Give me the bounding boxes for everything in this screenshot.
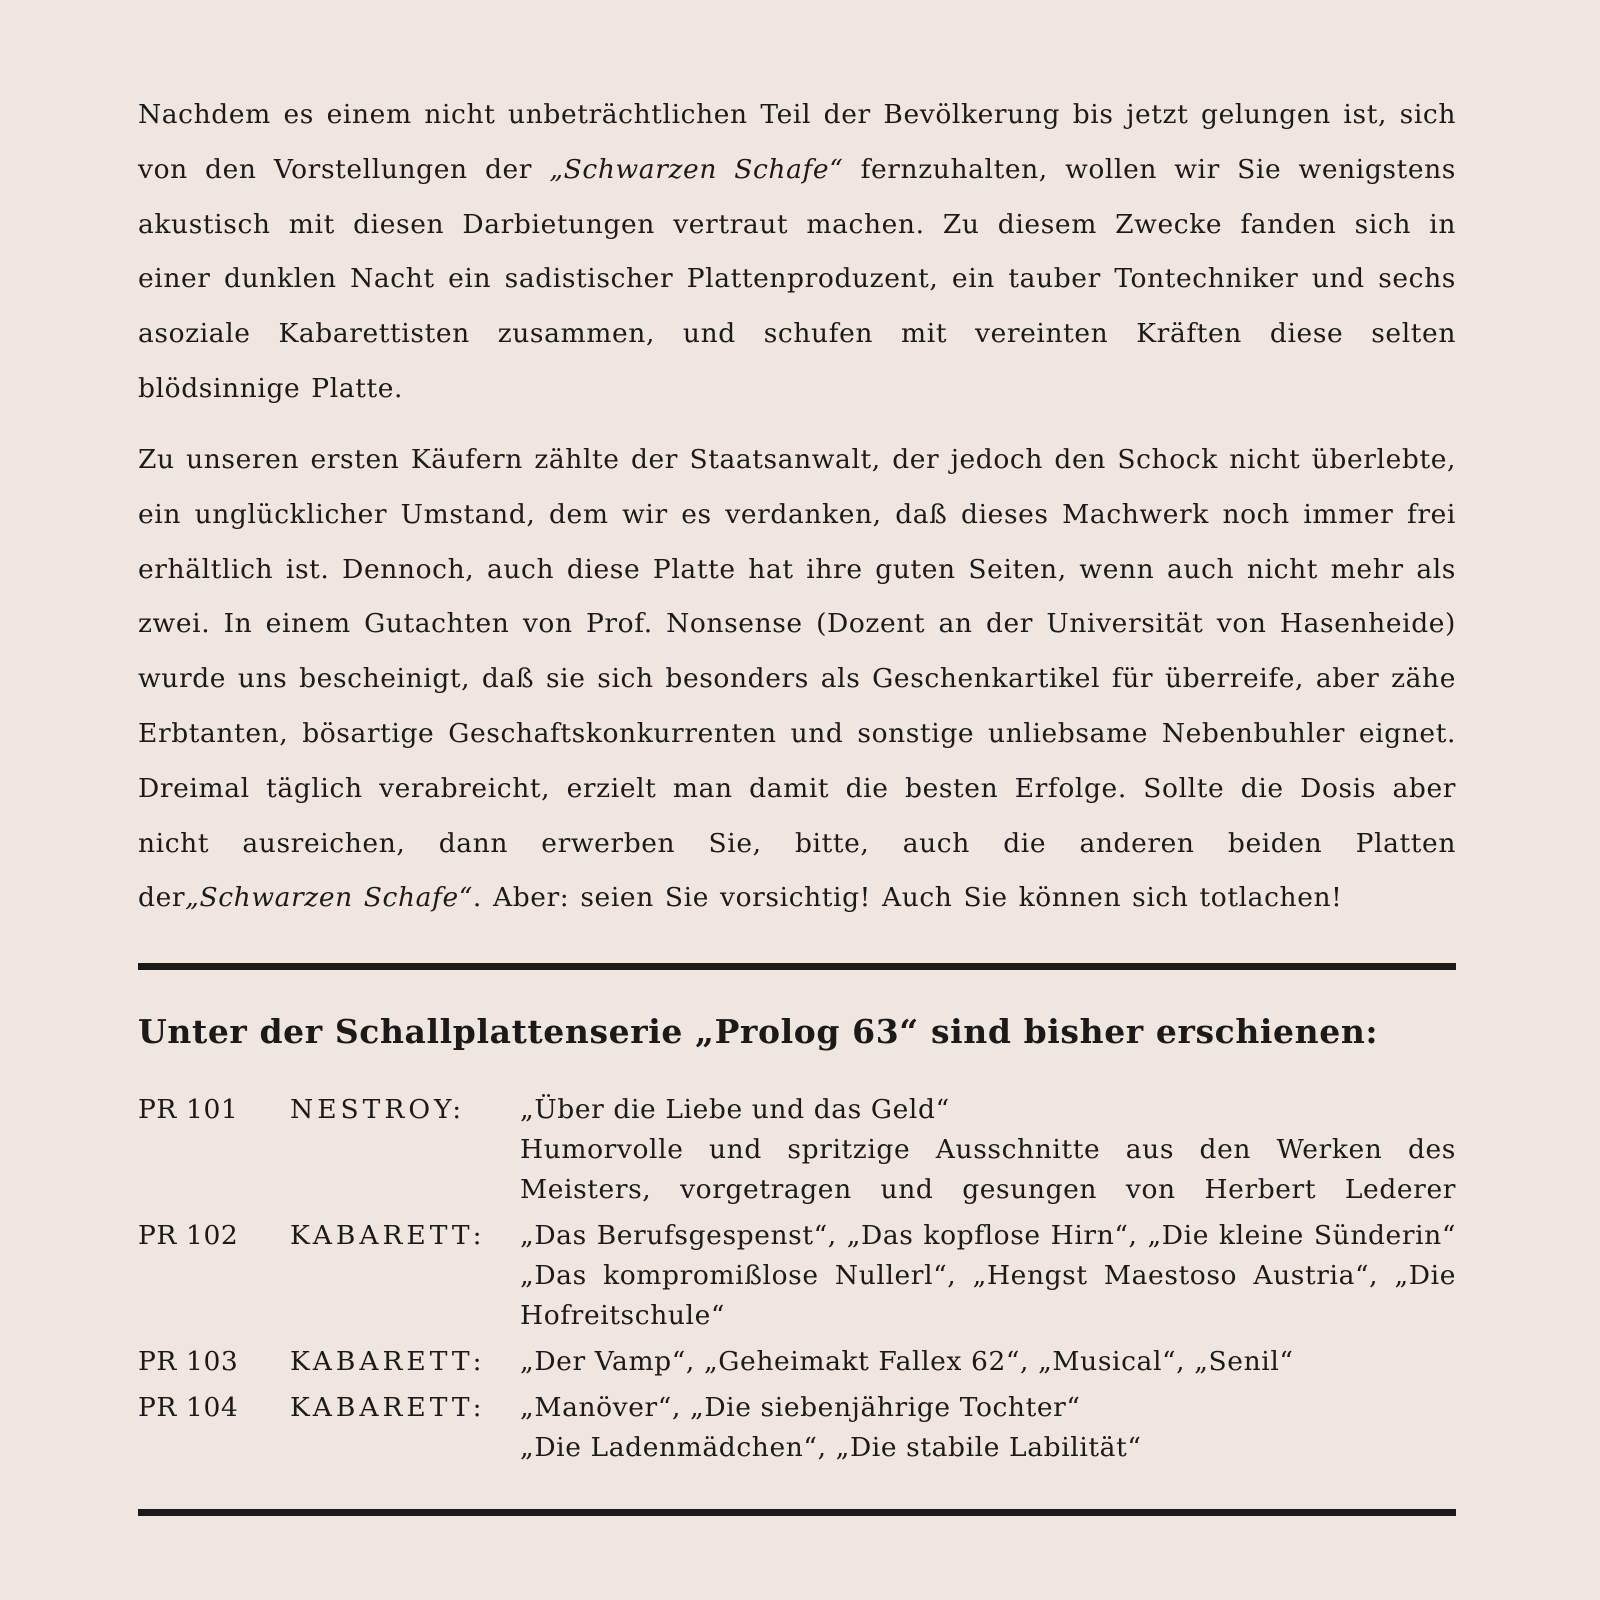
catalog-title-line: „Manöver“, „Die siebenjährige Tochter“ bbox=[520, 1392, 1081, 1423]
catalog-title-line: „Über die Liebe und das Geld“ bbox=[520, 1094, 950, 1125]
catalog-code: PR 104 bbox=[138, 1392, 239, 1423]
catalog-code: PR 102 bbox=[138, 1220, 239, 1251]
catalog-title-line: „Der Vamp“, „Geheimakt Fallex 62“, „Musical“, „Senil“ bbox=[520, 1346, 1294, 1377]
catalog-title-line: „Das Berufsgespenst“, „Das kopflose Hirn“, „Die kleine Sünderin“ bbox=[520, 1220, 1456, 1251]
intro-paragraph-text-end: fernzuhalten, wollen wir Sie wenigstens akustisch mit diesen Darbietungen vertraut machen. Zu diesem Zwecke fanden sich in einer dunklen Nacht ein sadistischer Plattenproduzent, ein tauber Tontechniker und sechs asoziale Kabarettisten zusammen, und schufen mit vereinten Kräften diese selten blödsinnige Platte. bbox=[138, 153, 1457, 404]
catalog-list bbox=[138, 1090, 1456, 1474]
catalog-titles bbox=[520, 1342, 1456, 1382]
catalog-genre: NESTROY: bbox=[290, 1094, 466, 1125]
catalog-genre: KABARETT: bbox=[290, 1220, 486, 1251]
intro-paragraph-text-start: Nachdem es einem nicht unbeträchtlichen Teil der Bevölkerung bis jetzt gelungen ist, sich von den Vorstellungen der bbox=[138, 99, 1456, 185]
intro-paragraph-title-emphasis: „Schwarzen Schafe“ bbox=[549, 153, 844, 185]
catalog-titles bbox=[520, 1216, 1456, 1336]
second-paragraph-text-start: Zu unseren ersten Käufern zählte der Staatsanwalt, der jedoch den Schock nicht überlebte, ein unglücklicher Umstand, dem wir es verdanken, daß dieses Machwerk noch immer frei erhältlich ist. Dennoch, auch diese Platte hat ihre guten Seiten, wenn auch nicht mehr als zwei. In einem Gutachten von Prof. Nonsense (Dozent an der Universität von Hasenheide) wurde uns bescheinigt, daß sie sich besonders als Geschenkartikel für überreife, aber zähe Erbtanten, bösartige Geschaftskonkurrenten und sonstige unliebsame Nebenbuhler eignet. Dreimal täglich verabreicht, erzielt man damit die besten Erfolge. Sollte die Dosis aber nicht ausreichen, dann erwerben Sie, bitte, auch die anderen beiden Platten der bbox=[138, 444, 1456, 914]
catalog-entry-pr103 bbox=[138, 1342, 1456, 1382]
catalog-title-line: „Die Ladenmädchen“, „Die stabile Labilität“ bbox=[520, 1432, 1142, 1463]
second-paragraph-title-emphasis: „Schwarzen Schafe“ bbox=[185, 882, 473, 914]
catalog-code: PR 101 bbox=[138, 1094, 239, 1125]
catalog-genre: KABARETT: bbox=[290, 1346, 486, 1377]
catalog-entry-pr101 bbox=[138, 1090, 1456, 1210]
catalog-titles bbox=[520, 1090, 1456, 1210]
catalog-entry-pr102 bbox=[138, 1216, 1456, 1336]
catalog-heading: Unter der Schallplattenserie „Prolog 63“ sind bisher erschienen: bbox=[138, 1012, 1379, 1051]
catalog-genre: KABARETT: bbox=[290, 1392, 486, 1423]
catalog-title-line: Hofreitschule“ bbox=[520, 1300, 726, 1331]
second-paragraph bbox=[138, 433, 1456, 926]
catalog-titles bbox=[520, 1388, 1456, 1468]
catalog-entry-pr104 bbox=[138, 1388, 1456, 1468]
intro-paragraph bbox=[138, 88, 1456, 417]
second-paragraph-text-end: . Aber: seien Sie vorsichtig! Auch Sie können sich totlachen! bbox=[472, 882, 1343, 914]
catalog-code: PR 103 bbox=[138, 1346, 239, 1377]
catalog-title-line: Meisters, vorgetragen und gesungen von Herbert Lederer bbox=[520, 1174, 1456, 1205]
divider-rule-top bbox=[138, 963, 1456, 970]
divider-rule-bottom bbox=[138, 1509, 1456, 1516]
catalog-title-line: Humorvolle und spritzige Ausschnitte aus den Werken des bbox=[520, 1134, 1456, 1165]
catalog-title-line: „Das kompromißlose Nullerl“, „Hengst Maestoso Austria“, „Die bbox=[520, 1260, 1456, 1291]
